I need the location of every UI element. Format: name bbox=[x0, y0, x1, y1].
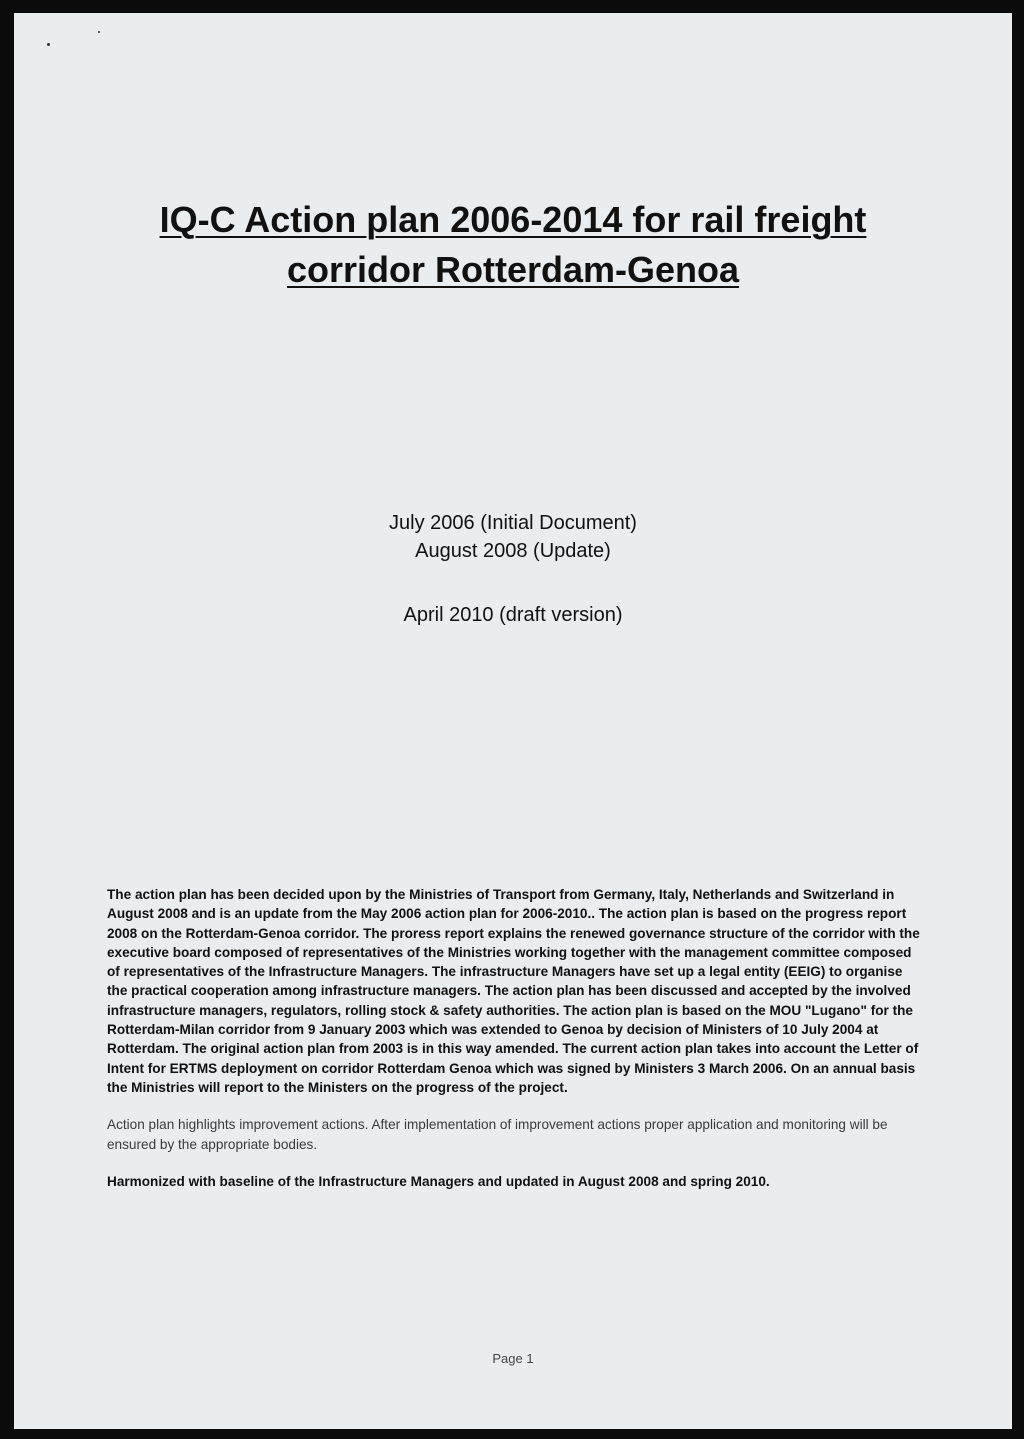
title-line-1: IQ-C Action plan 2006-2014 for rail freight bbox=[159, 199, 867, 240]
document-title bbox=[14, 195, 1012, 295]
title-line-2: corridor Rotterdam-Genoa bbox=[286, 249, 740, 290]
page-number: Page 1 bbox=[492, 1351, 534, 1366]
version-dates bbox=[14, 509, 1012, 629]
date-draft: April 2010 (draft version) bbox=[403, 604, 623, 626]
date-update: August 2008 (Update) bbox=[415, 540, 611, 562]
document-body bbox=[107, 885, 922, 1209]
body-paragraph-harmonized: Harmonized with baseline of the Infrastructure Managers and updated in August 2008 and spring 2010. bbox=[107, 1173, 770, 1189]
document-page bbox=[14, 13, 1012, 1429]
scan-speck bbox=[98, 31, 100, 33]
body-paragraph-highlights: Action plan highlights improvement actions. After implementation of improvement actions proper application and monitoring will be ensured by the appropriate bodies. bbox=[107, 1117, 888, 1152]
scan-speck bbox=[47, 43, 50, 46]
body-paragraph-intro: The action plan has been decided upon by the Ministries of Transport from Germany, Italy, Netherlands and Switzerland in August 2008 and is an update from the May 2006 action plan for 2006-2010.. The action plan is based on the progress report 2008 on the Rotterdam-Genoa corridor. The proress report explains the renewed governance structure of the corridor with the executive board composed of representatives of the Ministries working together with the management committee composed of representatives of the Infrastructure Managers. The infrastructure Managers have set up a legal entity (EEIG) to organise the practical cooperation among infrastructure managers. The action plan has been discussed and accepted by the involved infrastructure managers, regulators, rolling stock & safety authorities. The action plan is based on the MOU "Lugano" for the Rotterdam-Milan corridor from 9 January 2003 which was extended to Genoa by decision of Ministers of 10 July 2004 at Rotterdam. The original action plan from 2003 is in this way amended. The current action plan takes into account the Letter of Intent for ERTMS deployment on corridor Rotterdam Genoa which was signed by Ministers 3 March 2006. On an annual basis the Ministries will report to the Ministers on the progress of the project. bbox=[107, 887, 920, 1095]
date-initial: July 2006 (Initial Document) bbox=[389, 512, 637, 534]
